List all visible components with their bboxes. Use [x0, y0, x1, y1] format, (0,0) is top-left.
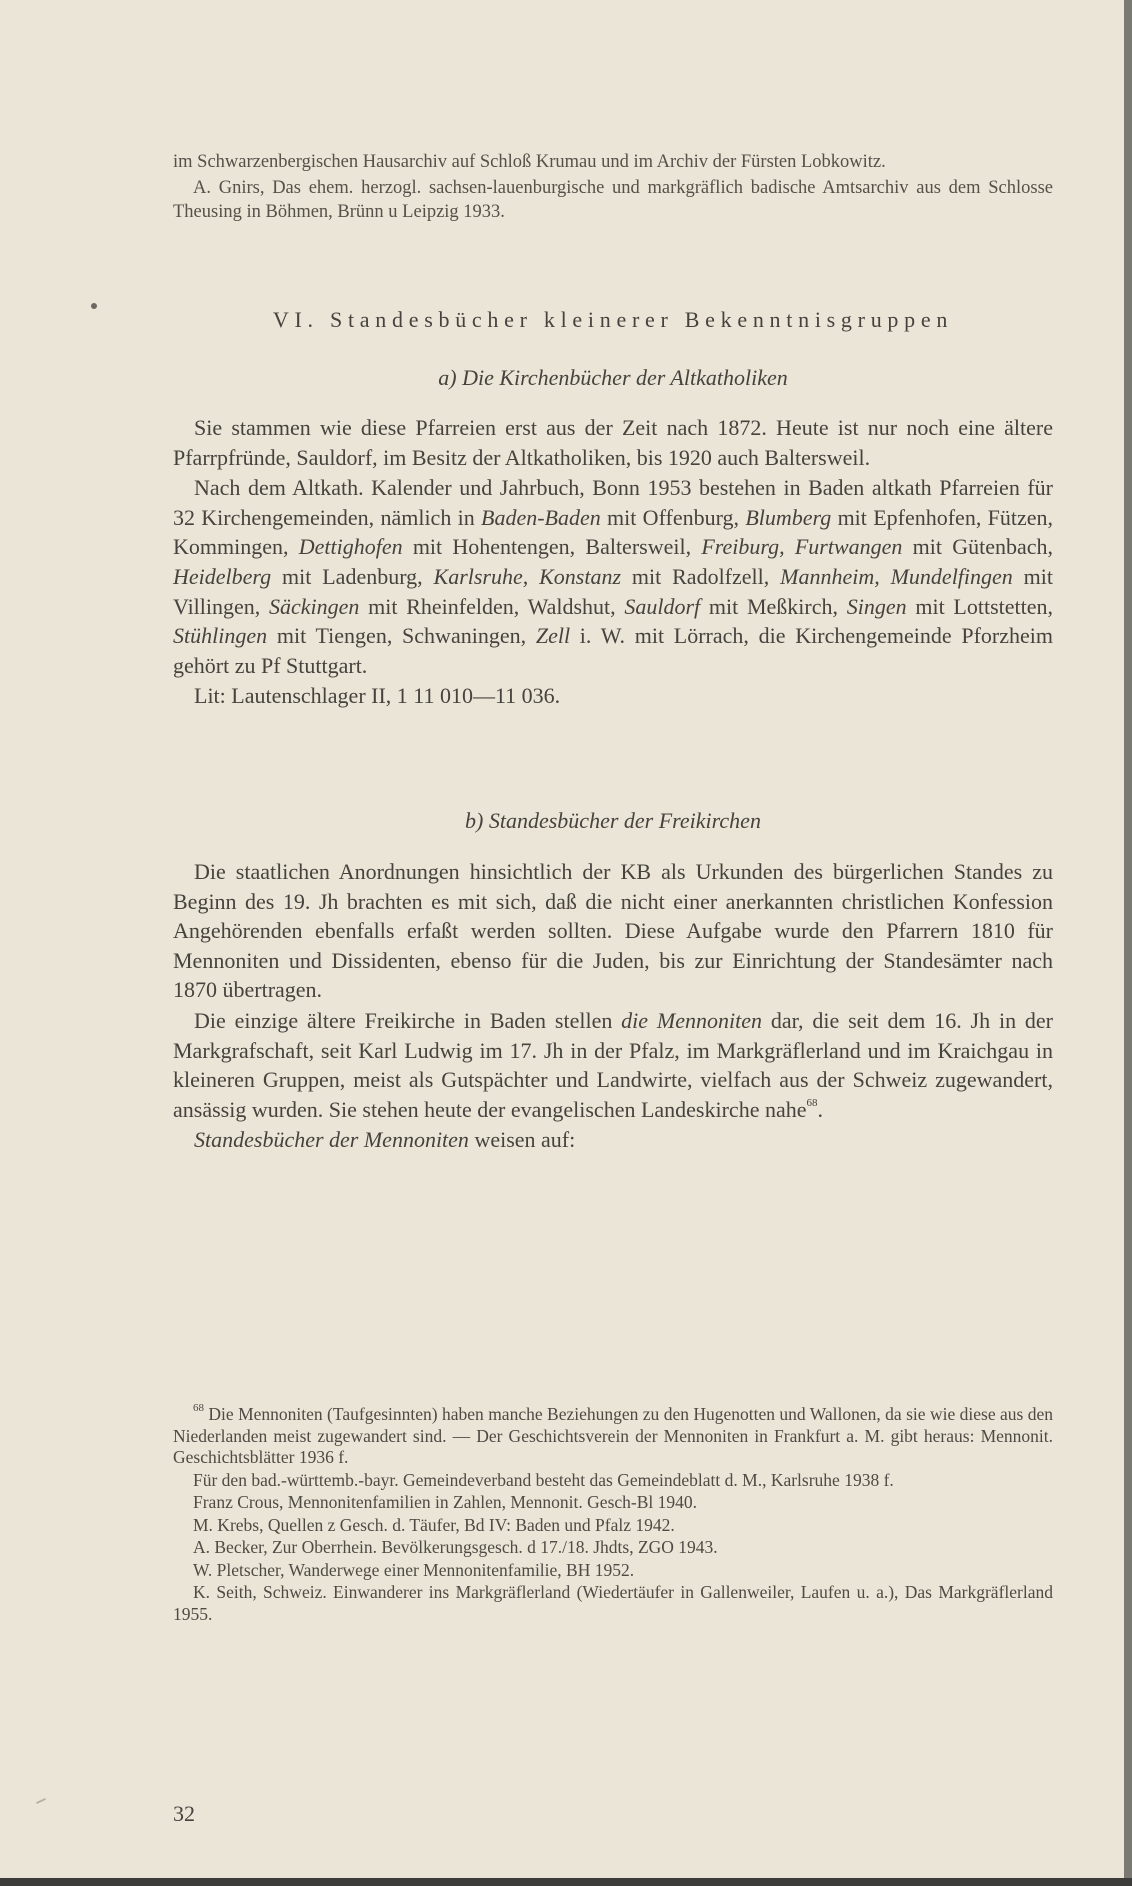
footnote: A. Becker, Zur Oberrhein. Bevölkerungsgesch. d 17./18. Jhdts, ZGO 1943.: [193, 1537, 718, 1557]
text-run: mit Ladenburg,: [271, 563, 434, 589]
place-name: Baden-Baden: [481, 504, 601, 530]
subsection-heading-a: a) Die Kirchenbücher der Altkatholiken: [438, 365, 788, 390]
subsection-body-b: [173, 857, 1053, 1155]
margin-mark: [36, 1798, 46, 1804]
emphasis: die Mennoniten: [621, 1007, 762, 1033]
paragraph: [173, 473, 1053, 680]
footnote: K. Seith, Schweiz. Einwanderer ins Markgräflerland (Wiedertäufer in Gallenweiler, Laufen u. a.), Das Markgräflerland 1955.: [173, 1582, 1053, 1624]
place-name: Heidelberg: [173, 563, 272, 589]
literature-reference: Lit: Lautenschlager II, 1 11 010—11 036.: [194, 683, 561, 709]
place-name: Mannheim, Mundelfingen: [780, 563, 1013, 589]
place-name: Säckingen: [269, 593, 360, 619]
continued-notes: [173, 150, 1053, 224]
subsection-heading-b: b) Standesbücher der Freikirchen: [465, 808, 761, 833]
place-name: Sauldorf: [624, 593, 701, 619]
scan-edge: [1124, 0, 1132, 1886]
footnote-text: Die Mennoniten (Taufgesinnten) haben manche Beziehungen zu den Hugenotten und Wallonen, da sie wie diese aus den Niederlanden meist zugewandert sind. — Der Geschichtsverein der Mennoniten in Frankfurt a. M. gibt heraus: Mennonit. Geschichtsblätter 1936 f.: [173, 1404, 1053, 1467]
footnote: Franz Crous, Mennonitenfamilien in Zahlen, Mennonit. Gesch-Bl 1940.: [193, 1492, 698, 1512]
paragraph: [173, 1006, 1053, 1124]
place-name: Freiburg, Furtwangen: [701, 534, 903, 560]
footnotes: [173, 1404, 1053, 1625]
place-name: Blumberg: [745, 504, 832, 530]
place-name: Stühlingen: [173, 623, 268, 649]
text-run: mit Gütenbach,: [902, 534, 1054, 560]
margin-dot: [91, 303, 97, 309]
footnote: [173, 1404, 1053, 1469]
footnote: Für den bad.-württemb.-bayr. Gemeindeverband besteht das Gemeindeblatt d. M., Karlsruhe 1938 f.: [193, 1469, 894, 1490]
page-number: 32: [173, 1801, 195, 1826]
paragraph: Sie stammen wie diese Pfarreien erst aus der Zeit nach 1872. Heute ist nur noch eine ältere Pfarrpfründe, Sauldorf, im Besitz der Altkatholiken, bis 1920 auch Baltersweil.: [173, 415, 1053, 470]
text-run: mit Radolfzell,: [621, 563, 781, 589]
scan-bottom-edge: [0, 1878, 1132, 1886]
text-run: .: [817, 1096, 823, 1122]
footnote: W. Pletscher, Wanderwege einer Mennonitenfamilie, BH 1952.: [193, 1559, 635, 1580]
continued-note-1: im Schwarzenbergischen Hausarchiv auf Schloß Krumau und im Archiv der Fürsten Lobkowitz.: [173, 152, 886, 172]
footnote-number: 68: [193, 1402, 204, 1414]
paragraph: Die staatlichen Anordnungen hinsichtlich der KB als Urkunden des bürgerlichen Standes zu Beginn des 19. Jh brachten es mit sich, daß die nicht einer anerkannten christlichen Konfession Angehörenden ebenfalls erfaßt werden sollten. Diese Aufgabe wurde den Pfarrern 1810 für Mennoniten und Dissidenten, ebenso für die Juden, bis zur Einrichtung der Standesämter nach 1870 übertragen.: [173, 859, 1053, 1003]
text-run: mit Tiengen, Schwaningen,: [267, 623, 536, 649]
text-run: Die einzige ältere Freikirche in Baden stellen: [194, 1007, 622, 1033]
footnote: M. Krebs, Quellen z Gesch. d. Täufer, Bd IV: Baden und Pfalz 1942.: [193, 1514, 675, 1535]
continued-note-2: A. Gnirs, Das ehem. herzogl. sachsen-lauenburgische und markgräflich badische Amtsarchiv aus dem Schlosse Theusing in Böhmen, Brünn u Leipzig 1933.: [173, 178, 1053, 222]
emphasis: Standesbücher der Mennoniten: [194, 1127, 469, 1153]
place-name: Zell: [535, 623, 571, 649]
section-title: VI. Standesbücher kleinerer Bekenntnisgruppen: [272, 307, 954, 332]
text-run: mit Meßkirch,: [700, 593, 847, 619]
place-name: Karlsruhe, Konstanz: [433, 563, 622, 589]
text-run: mit Lottstetten,: [906, 593, 1053, 619]
text-run: mit Villingen,: [173, 563, 1054, 619]
text-run: mit Rheinfelden, Waldshut,: [359, 593, 625, 619]
place-name: Singen: [846, 593, 907, 619]
paragraph: [173, 1125, 1053, 1155]
text-run: mit Offenburg,: [600, 504, 746, 530]
subsection-body-a: [173, 413, 1053, 711]
text-run: weisen auf:: [468, 1127, 576, 1153]
text-run: Nach dem Altkath. Kalender und Jahrbuch, Bonn 1953 bestehen in Baden altkath Pfarreien für 32 Kirchengemeinden, nämlich in: [173, 475, 1053, 530]
text-run: mit Epfenhofen, Fützen, Kommingen,: [173, 504, 1053, 560]
place-name: Dettighofen: [298, 534, 403, 560]
footnote-marker: 68: [806, 1096, 818, 1109]
text-run: mit Hohentengen, Baltersweil,: [402, 534, 702, 560]
text-run: dar, die seit dem 16. Jh in der Markgrafschaft, seit Karl Ludwig im 17. Jh in der Pfalz, im Markgräflerland und im Kraichgau in kleineren Gruppen, meist als Gutspächter und Landwirte, vielfach aus der Schweiz zugewandert, ansässig wurden. Sie stehen heute der evangelischen Landeskirche nahe: [173, 1007, 1053, 1122]
text-run: i. W. mit Lörrach, die Kirchengemeinde Pforzheim gehört zu Pf Stuttgart.: [173, 623, 1054, 678]
